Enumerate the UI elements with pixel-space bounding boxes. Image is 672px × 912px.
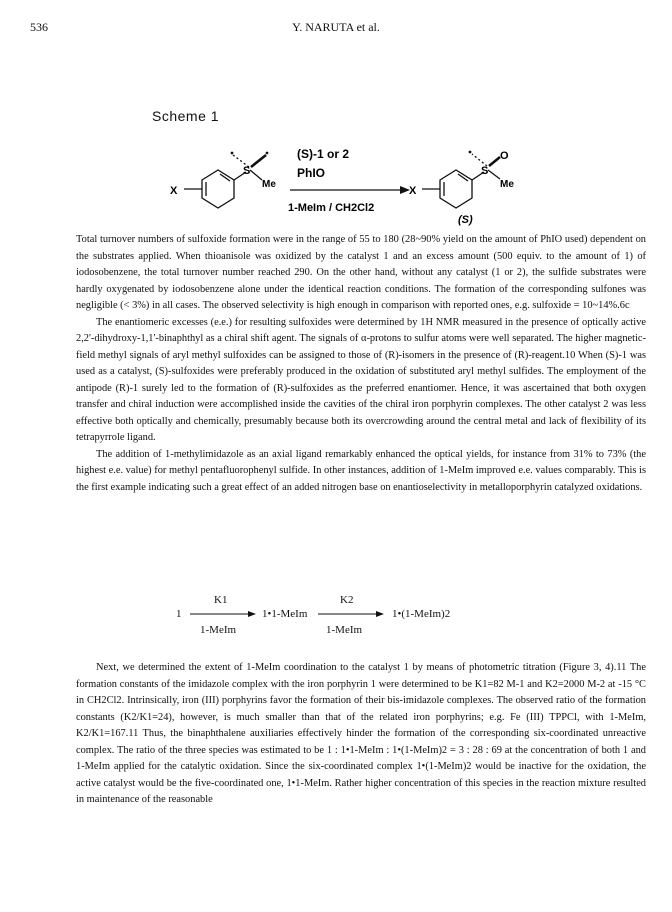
reactant-benzene-ring [184,155,266,208]
product-sulfur: S [481,165,489,177]
scheme-title: Scheme 1 [152,108,220,124]
product-methyl: Me [500,179,514,190]
article-body-lower [76,660,646,809]
article-body-upper [76,232,646,496]
product-substituent-x: X [409,185,417,197]
paragraph-3: The addition of 1-methylimidazole as an axial ligand remarkably enhanced the optical yields, for instance from 31% to 73% (the highest e.e. value) for methyl pentafluorophenyl sulfide. In other instances, addition of 1-MeIm improved e.e. values comparably. This is the first example indicating such a great effect of an added nitrogen base on enantioselectivity in metalloporphyrin catalyzed oxidations. [76,448,646,493]
reactant-methyl: Me [262,179,276,190]
eq-k2: K2 [340,594,354,606]
eq-arrow-2 [318,608,388,620]
paragraph-2: The enantiomeric excesses (e.e.) for resulting sulfoxides were determined by 1H NMR measured in the presence of optically active 2,2'-dihydroxy-1,1'-binaphthyl as a chiral shift agent. The signals of α-protons to sulfur atoms were well separated. The higher magnetic-field methyl signals of aryl methyl sulfoxides can be assigned to those of (R)-isomers in the presence of (R)-reagent.10 When (S)-1 was used as a catalyst, (S)-sulfoxides were preferably produced in the oxidation of substituted aryl methyl sulfides. The employment of the antipode (R)-1 surely led to the formation of (R)-sulfoxides as the preferred enantiomer. Hence, it was ascertained that both oxygen transfer and chiral induction were accomplished inside the cavities of the chiral iron porphyrin complexes. The other catalyst 2 was less effective both optically and chemically, presumably because both its overcrowding around the central metal and lack of flexibility of its tetrapyrrole ligand. [76,316,646,443]
reagent-solvent: 1-MeIm / CH2Cl2 [288,202,375,214]
eq-arrow-1 [190,608,260,620]
eq-species-2: 1•1-MeIm [262,608,308,620]
reactant-sulfur: S [243,165,251,177]
eq-arrow-1-label: 1-MeIm [200,624,237,636]
running-head: Y. NARUTA et al. [292,20,380,34]
reagent-catalyst: (S)-1 or 2 [297,147,350,161]
product-benzene-ring [422,154,500,208]
product-configuration: (S) [458,214,473,226]
eq-species-1: 1 [176,608,182,620]
reaction-scheme [0,140,672,230]
reactant-substituent-x: X [170,185,178,197]
paragraph-4: Next, we determined the extent of 1-MeIm coordination to the catalyst 1 by means of photometric titration (Figure 3, 4).11 The formation constants of the imidazole complex with the iron porphyrin 1 were determined to be K1=82 M-1 and K2=2000 M-2 at -15 °C in CH2Cl2. Intrinsically, iron (III) porphyrins favor the formation of their bis-imidazole complexes. The observed ratio of the formation constants (K2/K1=24), however, is much smaller than that of the related iron porphyrins; e.g. Fe (III) TPPCl, with 1-MeIm, K2/K1=167.11 Thus, the binaphthalene auxiliaries effectively hinder the formation of the corresponding six-coordinated unreactive complex. The ratio of the three species was estimated to be 1 : 1•1-MeIm : 1•(1-MeIm)2 = 3 : 28 : 69 at the concentration of both 1 and 1-MeIm applied for the catalytic oxidation. Since the six-coordinated complex 1•(1-MeIm)2 would be inactive for the oxidation, the active catalyst would be the five-coordinated one, 1•1-MeIm. Rather higher concentration of this species in the reaction mixture resulted in maintenance of the reasonable [76,662,646,805]
reagent-oxidant: PhIO [297,166,326,180]
eq-species-3: 1•(1-MeIm)2 [392,608,451,620]
equilibrium-equation [0,594,672,650]
paragraph-1: Total turnover numbers of sulfoxide formation were in the range of 55 to 180 (28~90% yield on the amount of PhIO used) dependent on the substrates applied. When thioanisole was oxidized by the catalyst 1 and an excess amount (500 equiv. to the amount of 1) of iodosobenzene, the total turnover number reached 290. On the other hand, without any catalyst (1 or 2), the sulfide substrates were hardly oxygenated by iodosobenzene alone under the identical reaction conditions. The formation of the corresponding sulfones was negligible (< 3%) in all cases. The observed selectivity is high enough in comparison with reported ones, e.g. sulfoxide = 10~14%.6c [76,234,646,311]
eq-k1: K1 [214,594,228,606]
product-oxygen: O [500,150,509,162]
eq-arrow-2-label: 1-MeIm [326,624,363,636]
page-number: 536 [30,20,48,34]
